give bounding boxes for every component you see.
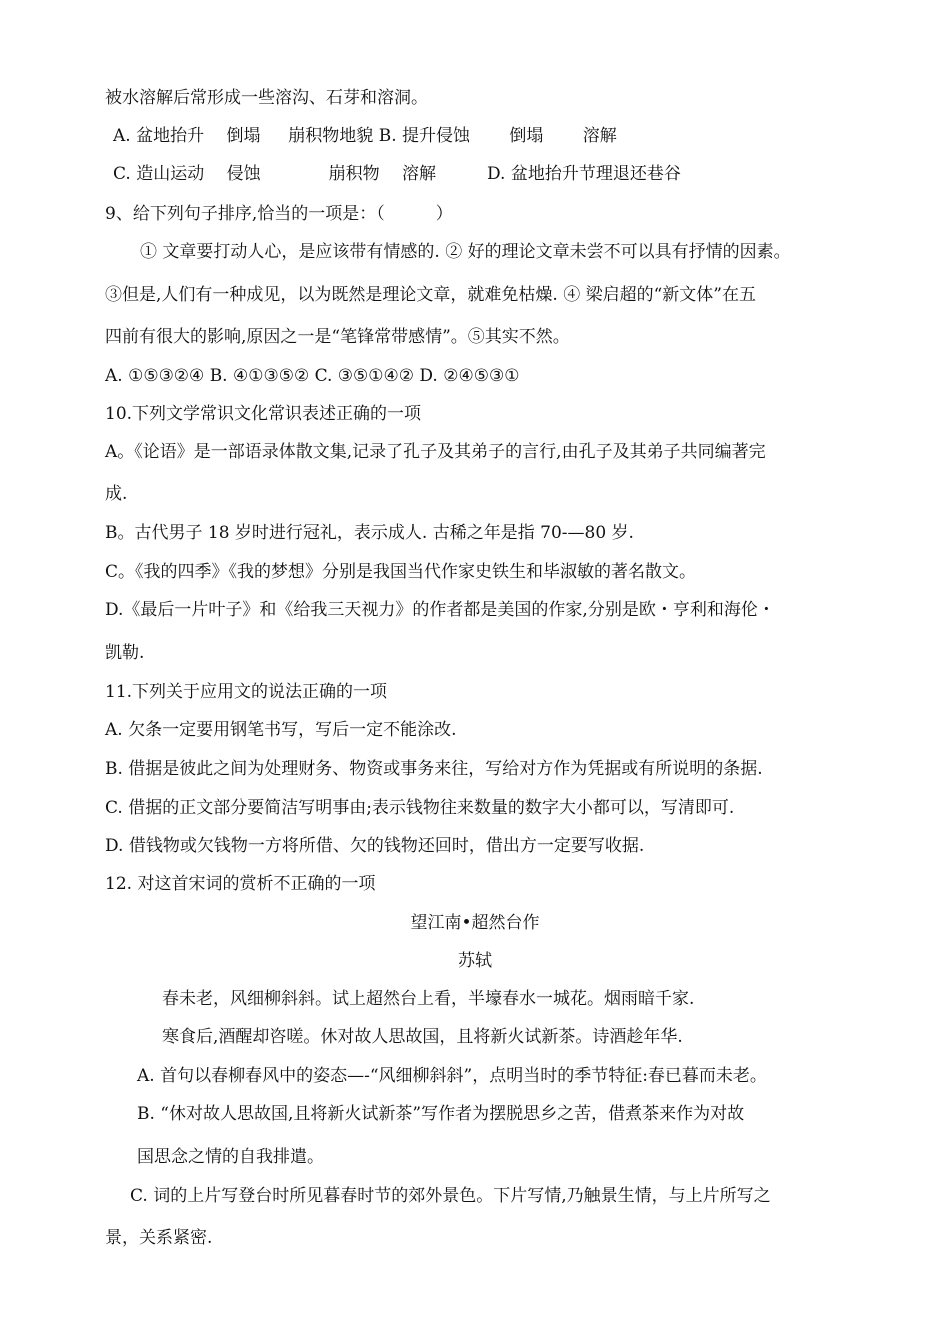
text-line: ① 文章要打动人心，是应该带有情感的. ② 好的理论文章未尝不可以具有抒情的因素。 xyxy=(140,242,791,262)
poem-author: 苏轼 xyxy=(458,951,492,971)
poem-line: 春未老，风细柳斜斜。试上超然台上看，半壕春水一城花。烟雨暗千家. xyxy=(162,989,695,1009)
text-line: 凯勒. xyxy=(105,643,145,663)
q9-options: A. ①⑤③②④ B. ④①③⑤② C. ③⑤①④② D. ②④⑤③① xyxy=(105,366,520,386)
poem-title: 望江南•超然台作 xyxy=(410,913,540,933)
q12-option-a: A. 首句以春柳春风中的姿态—-“风细柳斜斜”，点明当时的季节特征:春已暮而未老。 xyxy=(137,1066,767,1086)
q10-option-d: D.《最后一片叶子》和《给我三天视力》的作者都是美国的作家,分别是欧・亨利和海伦・ xyxy=(105,600,775,620)
question-11: 11.下列关于应用文的说法正确的一项 xyxy=(105,682,388,702)
text-line: 国思念之情的自我排遣。 xyxy=(137,1147,324,1167)
q10-option-a: A。《论语》是一部语录体散文集,记录了孔子及其弟子的言行,由孔子及其弟子共同编著完 xyxy=(105,442,766,462)
text-line: 景，关系紧密. xyxy=(105,1228,213,1248)
poem-line: 寒食后,酒醒却咨嗟。休对故人思故国，且将新火试新茶。诗酒趁年华. xyxy=(162,1027,683,1047)
question-12: 12. 对这首宋词的赏析不正确的一项 xyxy=(105,874,376,894)
q11-option-a: A. 欠条一定要用钢笔书写，写后一定不能涂改. xyxy=(105,720,457,740)
q10-option-b: B。古代男子 18 岁时进行冠礼，表示成人. 古稀之年是指 70-—80 岁. xyxy=(105,523,634,543)
text-line: 成. xyxy=(105,484,128,504)
q11-option-c: C. 借据的正文部分要简洁写明事由;表示钱物往来数量的数字大小都可以，写清即可. xyxy=(105,798,735,818)
question-10: 10.下列文学常识文化常识表述正确的一项 xyxy=(105,404,422,424)
q11-option-d: D. 借钱物或欠钱物一方将所借、欠的钱物还回时，借出方一定要写收据. xyxy=(105,836,645,856)
q8-options-ab: A. 盆地抬升 倒塌 崩积物地貌 B. 提升侵蚀 倒塌 溶解 xyxy=(113,126,617,146)
q8-options-cd: C. 造山运动 侵蚀 崩积物 溶解 D. 盆地抬升节理退还巷谷 xyxy=(113,164,681,184)
q12-option-b: B. “休对故人思故国,且将新火试新茶”写作者为摆脱思乡之苦，借煮茶来作为对故 xyxy=(137,1104,745,1124)
q11-option-b: B. 借据是彼此之间为处理财务、物资或事务来往，写给对方作为凭据或有所说明的条据. xyxy=(105,759,763,779)
text-line: 四前有很大的影响,原因之一是“笔锋常带感情”。⑤其实不然。 xyxy=(105,327,570,347)
q10-option-c: C。《我的四季》《我的梦想》分别是我国当代作家史铁生和毕淑敏的著名散文。 xyxy=(105,562,697,582)
text-line: ③但是,人们有一种成见，以为既然是理论文章，就难免枯燥. ④ 梁启超的“新文体”在五 xyxy=(105,285,756,305)
q12-option-c: C. 词的上片写登台时所见暮春时节的郊外景色。下片写情,乃触景生情，与上片所写之 xyxy=(130,1186,771,1206)
question-9: 9、给下列句子排序,恰当的一项是：（ ） xyxy=(105,204,453,224)
text-line: 被水溶解后常形成一些溶沟、石芽和溶洞。 xyxy=(105,88,428,108)
